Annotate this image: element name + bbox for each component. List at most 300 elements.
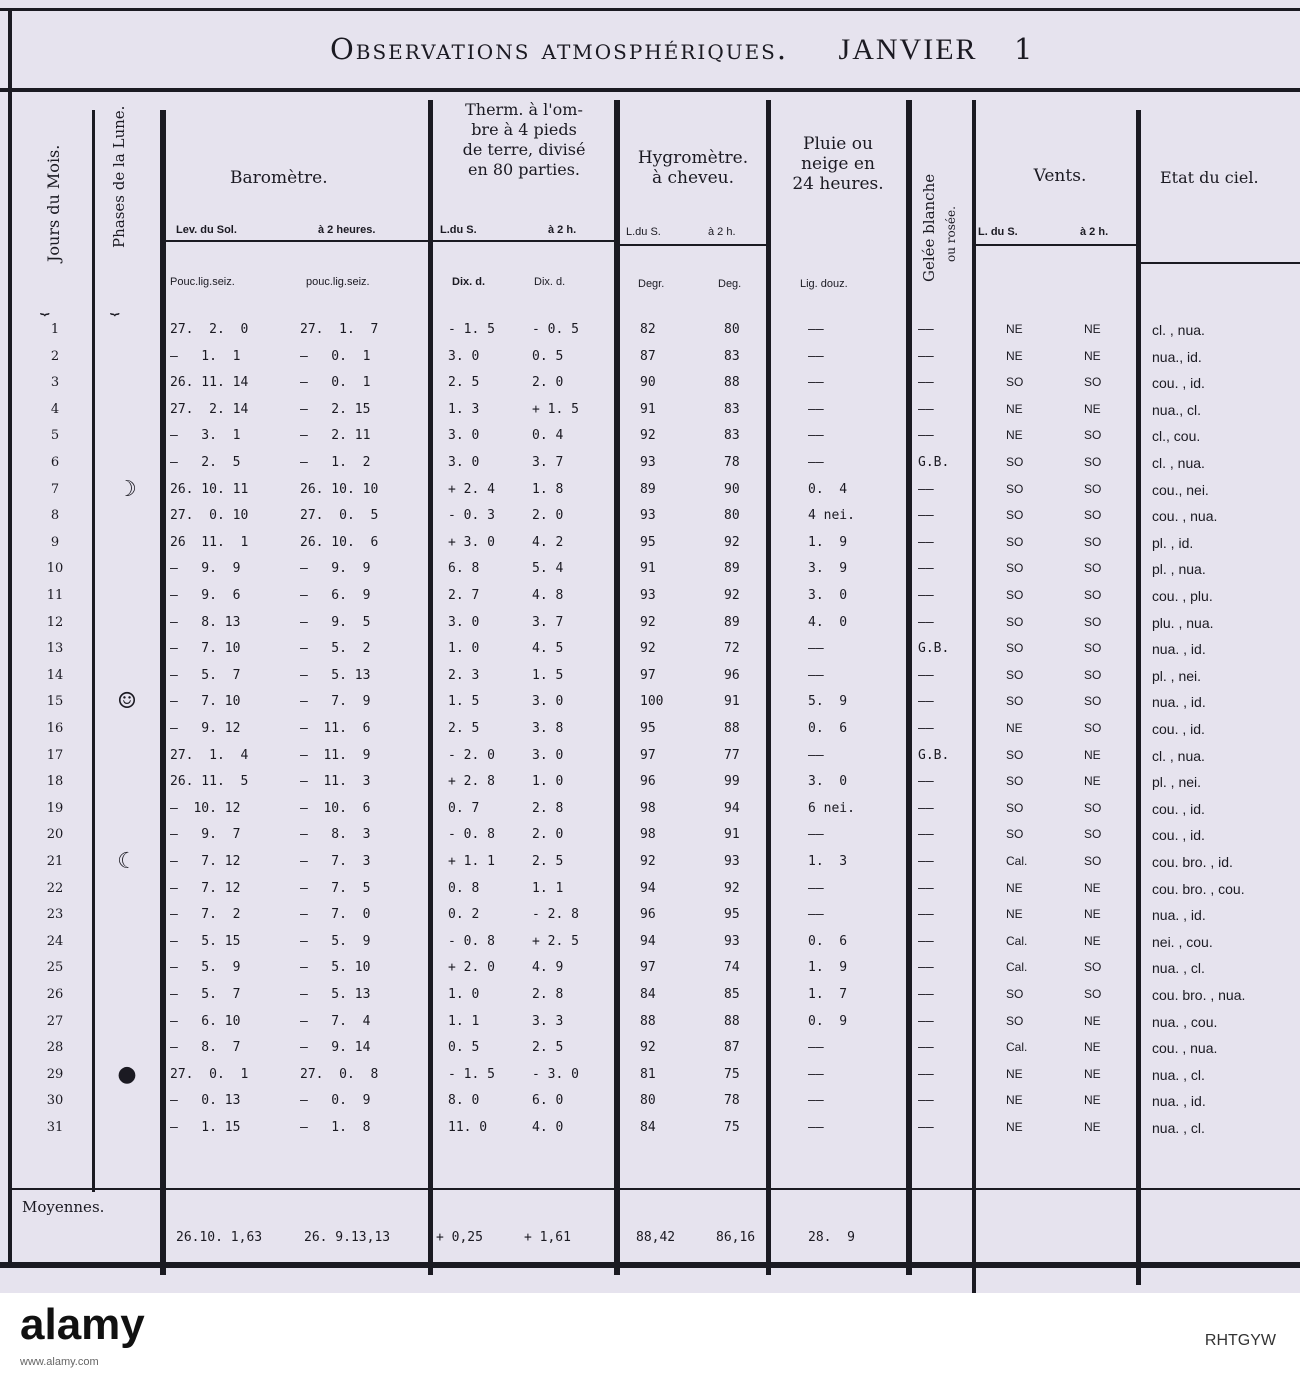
cell-e: cl. , nua. (1152, 747, 1205, 764)
cell-e: cou. , nua. (1152, 508, 1218, 525)
cell-b2: — 1. 2 (300, 455, 371, 470)
therm-sub-2h: à 2 h. (548, 224, 577, 236)
cell-h2: 78 (724, 1093, 740, 1109)
cell-h2: 88 (724, 375, 740, 391)
moyennes-therm-2h: + 1,61 (524, 1230, 571, 1245)
cell-b2: — 5. 10 (300, 960, 371, 976)
cell-b2: 27. 0. 5 (300, 508, 379, 524)
cell-t2: 4. 5 (532, 641, 564, 657)
cell-d: 5 (50, 428, 60, 444)
cell-d: 9 (50, 534, 60, 550)
cell-t1: 2. 3 (448, 667, 480, 683)
cell-w1: SO (1006, 774, 1024, 789)
cell-g: —— (918, 960, 934, 976)
cell-e: cou. bro. , nua. (1152, 987, 1246, 1003)
cell-w2: NE (1084, 774, 1101, 789)
cell-w1: NE (1006, 428, 1023, 443)
cell-h1: 84 (640, 1120, 656, 1135)
cell-b1: — 10. 12 (170, 800, 241, 816)
cell-b1: — 7. 12 (170, 854, 241, 869)
cell-h1: 82 (640, 322, 656, 337)
cell-d: 28 (46, 1040, 64, 1056)
cell-w1: SO (1006, 508, 1024, 523)
col-header-gelee: Gelée blanche (920, 173, 938, 282)
cell-t2: 3. 0 (532, 694, 564, 710)
cell-e: cou. , id. (1152, 721, 1205, 737)
pluie-unit: Lig. douz. (800, 278, 848, 290)
cell-h1: 97 (640, 747, 656, 763)
col-rule-4 (614, 100, 620, 1275)
cell-d: 4 (50, 401, 60, 417)
cell-h1: 92 (640, 614, 656, 630)
cell-p: —— (808, 322, 824, 337)
cell-t1: 0. 5 (448, 1040, 480, 1056)
cell-w1: SO (1006, 747, 1024, 762)
cell-t2: 1. 0 (532, 774, 564, 790)
cell-h2: 89 (724, 561, 740, 577)
cell-g: —— (918, 1066, 934, 1082)
cell-w1: NE (1006, 907, 1023, 922)
cell-g: —— (918, 1093, 934, 1109)
cell-p: —— (808, 907, 824, 923)
watermark-band (0, 1293, 1300, 1381)
cell-w1: SO (1006, 455, 1024, 469)
cell-d: 30 (46, 1093, 64, 1109)
vents-sub-lds: L. du S. (978, 226, 1018, 238)
cell-b1: — 1. 1 (170, 348, 241, 364)
cell-p: —— (808, 1066, 824, 1082)
col-rule-5 (766, 100, 771, 1275)
cell-w2: NE (1084, 1093, 1101, 1108)
cell-h1: 97 (640, 667, 656, 683)
cell-w1: NE (1006, 348, 1023, 363)
cell-b1: 27. 2. 14 (170, 401, 249, 417)
cell-b1: 26. 10. 11 (170, 481, 249, 497)
cell-g: —— (918, 933, 934, 949)
cell-d: 26 (46, 987, 64, 1002)
cell-t1: + 2. 8 (448, 774, 495, 790)
cell-g: —— (918, 561, 934, 577)
cell-b1: — 8. 7 (170, 1040, 241, 1056)
cell-d: 11 (46, 588, 64, 603)
therm-unit-1: Dix. d. (452, 276, 486, 288)
cell-t1: 3. 0 (448, 348, 480, 364)
col-rule-8 (1136, 110, 1141, 1285)
cell-h2: 92 (724, 588, 740, 603)
cell-b1: 27. 2. 0 (170, 322, 249, 337)
cell-b2: — 1. 8 (300, 1120, 371, 1135)
cell-p: 3. 0 (808, 774, 848, 790)
cell-b1: — 7. 12 (170, 880, 241, 896)
cell-b2: — 5. 13 (300, 667, 371, 683)
cell-t1: - 0. 3 (448, 508, 495, 524)
cell-h2: 88 (724, 721, 740, 736)
cell-b1: — 7. 10 (170, 641, 241, 657)
cell-t1: + 1. 1 (448, 854, 495, 869)
cell-p: —— (808, 1120, 824, 1135)
cell-d: 21 (46, 854, 64, 869)
cell-h2: 92 (724, 880, 740, 896)
cell-t1: 3. 0 (448, 455, 480, 470)
cell-b2: — 0. 9 (300, 1093, 371, 1109)
cell-e: nei. , cou. (1152, 933, 1213, 950)
cell-h2: 72 (724, 641, 740, 657)
cell-t2: 1. 8 (532, 481, 564, 497)
cell-p: 3. 0 (808, 588, 848, 603)
cell-w2: SO (1084, 455, 1102, 469)
cell-e: nua. , cl. (1152, 1066, 1205, 1083)
cell-b1: 26. 11. 5 (170, 774, 249, 790)
cell-e: nua. , id. (1152, 907, 1206, 924)
cell-g: —— (918, 1120, 934, 1135)
cell-b2: — 0. 1 (300, 348, 371, 364)
cell-h2: 99 (724, 774, 740, 790)
cell-p: 1. 3 (808, 854, 848, 869)
col-rule-6 (906, 100, 912, 1275)
cell-h2: 83 (724, 401, 740, 417)
cell-w2: SO (1084, 721, 1102, 735)
hygro-sub-lds: L.du S. (626, 226, 661, 238)
cell-g: —— (918, 428, 934, 444)
cell-w2: NE (1084, 1066, 1101, 1081)
cell-h1: 94 (640, 880, 656, 896)
cell-d: 16 (46, 721, 64, 736)
cell-b2: — 7. 4 (300, 1013, 371, 1029)
cell-d: 19 (46, 800, 64, 816)
cell-b2: — 9. 9 (300, 561, 371, 577)
cell-w2: NE (1084, 880, 1101, 895)
cell-h2: 95 (724, 907, 740, 923)
cell-b2: — 2. 11 (300, 428, 371, 444)
cell-b2: — 8. 3 (300, 827, 371, 843)
cell-w1: NE (1006, 322, 1023, 336)
cell-p: 0. 9 (808, 1013, 848, 1029)
cell-h2: 77 (724, 747, 740, 763)
cell-h2: 93 (724, 933, 740, 949)
cell-h1: 90 (640, 375, 656, 391)
cell-w1: SO (1006, 588, 1024, 602)
cell-d: 12 (46, 614, 64, 630)
cell-d: 31 (46, 1120, 64, 1135)
cell-b2: — 7. 3 (300, 854, 371, 869)
cell-w1: SO (1006, 534, 1024, 549)
cell-t2: 2. 5 (532, 1040, 564, 1056)
cell-h2: 83 (724, 428, 740, 444)
cell-g: —— (918, 588, 934, 603)
cell-h2: 85 (724, 987, 740, 1002)
cell-b1: 27. 1. 4 (170, 747, 249, 763)
cell-t2: 6. 0 (532, 1093, 564, 1109)
cell-p: —— (808, 667, 824, 683)
cell-h1: 95 (640, 721, 656, 736)
moon-phase-icon: ● (117, 1061, 137, 1087)
cell-h2: 78 (724, 455, 740, 470)
cell-b1: — 6. 10 (170, 1013, 241, 1029)
cell-t1: - 2. 0 (448, 747, 495, 763)
cell-b1: — 5. 9 (170, 960, 241, 976)
cell-t1: 3. 0 (448, 614, 480, 630)
cell-e: cou. , plu. (1152, 588, 1213, 604)
cell-b2: — 7. 9 (300, 694, 371, 710)
cell-b1: — 5. 7 (170, 987, 241, 1002)
cell-h2: 91 (724, 694, 740, 710)
cell-w2: NE (1084, 747, 1101, 762)
cell-b2: — 5. 9 (300, 933, 371, 949)
top-rule (0, 8, 1300, 11)
moyennes-label: Moyennes. (22, 1198, 105, 1216)
cell-h2: 89 (724, 614, 740, 630)
cell-d: 10 (46, 561, 64, 577)
cell-t2: 5. 4 (532, 561, 564, 577)
cell-d: 3 (50, 375, 60, 391)
cell-p: 5. 9 (808, 694, 848, 710)
cell-h2: 87 (724, 1040, 740, 1056)
cell-h1: 88 (640, 1013, 656, 1029)
cell-d: 29 (46, 1066, 64, 1082)
cell-t1: 11. 0 (448, 1120, 488, 1135)
cell-w2: NE (1084, 907, 1101, 922)
cell-t1: 0. 8 (448, 880, 480, 896)
cell-h1: 98 (640, 800, 656, 816)
cell-b1: — 1. 15 (170, 1120, 241, 1135)
cell-t1: + 2. 4 (448, 481, 495, 497)
cell-h2: 75 (724, 1120, 740, 1135)
cell-g: —— (918, 401, 934, 417)
cell-d: 6 (50, 455, 60, 470)
cell-g: —— (918, 880, 934, 896)
cell-w1: Cal. (1006, 1040, 1028, 1055)
cell-e: plu. , nua. (1152, 614, 1214, 631)
cell-d: 27 (46, 1013, 64, 1029)
cell-b2: — 9. 5 (300, 614, 371, 630)
left-border (8, 8, 12, 1268)
cell-d: 17 (46, 747, 64, 763)
cell-e: cou. bro. , id. (1152, 854, 1233, 870)
cell-w2: SO (1084, 694, 1102, 709)
hygro-sub-rule (620, 244, 766, 246)
cell-b2: 26. 10. 6 (300, 534, 379, 550)
cell-p: 0. 6 (808, 933, 848, 949)
cell-b1: — 9. 9 (170, 561, 241, 577)
cell-e: cl., cou. (1152, 428, 1201, 445)
cell-b2: — 11. 6 (300, 721, 371, 736)
cell-p: —— (808, 428, 824, 444)
cell-p: 3. 9 (808, 561, 848, 577)
cell-t1: 6. 8 (448, 561, 480, 577)
cell-w2: SO (1084, 614, 1102, 629)
cell-e: pl. , nei. (1152, 774, 1202, 791)
cell-t2: 3. 7 (532, 614, 564, 630)
cell-h1: 91 (640, 561, 656, 577)
cell-h1: 92 (640, 1040, 656, 1056)
cell-d: 2 (50, 348, 60, 364)
cell-d: 25 (46, 960, 64, 976)
baro-sub-rule (166, 240, 428, 242)
cell-b2: — 10. 6 (300, 800, 371, 816)
cell-t1: 1. 0 (448, 641, 480, 657)
col-header-barometre: Baromètre. (230, 168, 328, 188)
cell-t1: - 1. 5 (448, 322, 495, 337)
cell-w1: SO (1006, 614, 1024, 629)
therm-sub-rule (433, 240, 614, 242)
cell-w2: NE (1084, 322, 1101, 336)
hygro-unit-2: Deg. (718, 278, 742, 290)
cell-w1: NE (1006, 401, 1023, 416)
cell-e: pl. , id. (1152, 534, 1194, 551)
baro-unit-2h: pouc.lig.seiz. (306, 276, 370, 288)
cell-h1: 93 (640, 588, 656, 603)
cell-b2: — 5. 13 (300, 987, 371, 1002)
cell-t2: + 2. 5 (532, 933, 579, 949)
cell-g: —— (918, 854, 934, 869)
col-rule-2 (160, 110, 166, 1275)
cell-g: —— (918, 1013, 934, 1029)
cell-g: G.B. (918, 747, 950, 763)
cell-t2: 0. 5 (532, 348, 564, 364)
cell-e: cou. , id. (1152, 375, 1205, 392)
cell-b1: — 5. 15 (170, 933, 241, 949)
cell-t2: 2. 0 (532, 375, 564, 391)
cell-b2: — 9. 14 (300, 1040, 371, 1056)
cell-h1: 84 (640, 987, 656, 1002)
cell-p: 4 nei. (808, 508, 855, 524)
cell-g: —— (918, 800, 934, 816)
cell-d: 8 (50, 508, 60, 524)
cell-w1: SO (1006, 827, 1024, 842)
cell-t2: 2. 8 (532, 987, 564, 1002)
cell-b1: — 7. 10 (170, 694, 241, 710)
cell-h1: 93 (640, 455, 656, 470)
cell-w2: NE (1084, 348, 1101, 363)
cell-g: —— (918, 667, 934, 683)
cell-t2: 1. 1 (532, 880, 564, 896)
cell-e: nua. , cl. (1152, 960, 1205, 977)
moon-phase-icon: ☾ (117, 849, 137, 874)
col-header-pluie: Pluie ou neige en 24 heures. (792, 134, 884, 194)
cell-p: —— (808, 827, 824, 843)
bottom-rule (0, 1262, 1300, 1268)
moyennes-rule (12, 1188, 1300, 1190)
cell-b1: 27. 0. 1 (170, 1066, 249, 1082)
cell-p: —— (808, 348, 824, 364)
cell-h1: 94 (640, 933, 656, 949)
cell-t1: - 0. 8 (448, 827, 495, 843)
cell-w2: SO (1084, 667, 1102, 682)
cell-e: cou. bro. , cou. (1152, 880, 1245, 897)
cell-p: 0. 4 (808, 481, 848, 497)
cell-d: 15 (46, 694, 64, 710)
col-header-hygro: Hygromètre. à cheveu. (637, 148, 749, 188)
cell-t2: + 1. 5 (532, 401, 579, 417)
cell-h2: 96 (724, 667, 740, 683)
cell-g: —— (918, 827, 934, 843)
cell-d: 18 (46, 774, 64, 790)
cell-b1: — 7. 2 (170, 907, 241, 923)
cell-h1: 92 (640, 641, 656, 657)
cell-p: —— (808, 747, 824, 763)
col-header-jours: Jours du Mois. (44, 144, 63, 262)
baro-sub-2h: à 2 heures. (318, 224, 376, 236)
cell-b1: — 9. 6 (170, 588, 241, 603)
cell-w2: SO (1084, 800, 1102, 815)
cell-t1: 0. 2 (448, 907, 480, 923)
cell-w1: SO (1006, 1013, 1024, 1028)
cell-w2: NE (1084, 1120, 1101, 1134)
cell-b1: 26. 11. 14 (170, 375, 249, 391)
cell-p: 4. 0 (808, 614, 848, 630)
cell-h2: 80 (724, 322, 740, 337)
cell-b1: — 5. 7 (170, 667, 241, 683)
cell-w1: NE (1006, 880, 1023, 895)
cell-g: —— (918, 348, 934, 364)
cell-e: pl. , nua. (1152, 561, 1206, 578)
page-title: Observations atmosphériques. JANVIER 1 (330, 32, 1035, 66)
cell-p: —— (808, 641, 824, 657)
watermark-url: www.alamy.com (20, 1356, 99, 1368)
cell-w1: SO (1006, 694, 1024, 709)
cell-b1: 27. 0. 10 (170, 508, 249, 524)
cell-b2: 26. 10. 10 (300, 481, 379, 497)
cell-t1: 1. 3 (448, 401, 480, 417)
cell-w2: SO (1084, 641, 1102, 656)
cell-h2: 83 (724, 348, 740, 364)
cell-h1: 91 (640, 401, 656, 417)
therm-sub-lds: L.du S. (440, 224, 477, 236)
col-rule-1 (92, 110, 95, 1192)
cell-g: —— (918, 987, 934, 1002)
cell-w1: SO (1006, 987, 1024, 1001)
cell-t1: 8. 0 (448, 1093, 480, 1109)
cell-h1: 89 (640, 481, 656, 497)
cell-b1: — 0. 13 (170, 1093, 241, 1109)
cell-b2: — 7. 5 (300, 880, 371, 896)
cell-p: 1. 7 (808, 987, 848, 1002)
cell-w1: SO (1006, 800, 1024, 815)
col-header-therm: Therm. à l'om- bre à 4 pieds de terre, divisé en 80 parties. (462, 100, 586, 179)
cell-d: 24 (46, 933, 64, 949)
cell-t1: + 3. 0 (448, 534, 495, 550)
col-header-vents: Vents. (1033, 166, 1087, 186)
cell-b2: — 5. 2 (300, 641, 371, 657)
cell-h1: 93 (640, 508, 656, 524)
cell-e: nua. , cl. (1152, 1120, 1205, 1136)
cell-h2: 91 (724, 827, 740, 843)
cell-g: —— (918, 614, 934, 630)
cell-w1: SO (1006, 641, 1024, 656)
cell-d: 1 (50, 322, 60, 337)
cell-b2: 27. 0. 8 (300, 1066, 379, 1082)
cell-h1: 97 (640, 960, 656, 976)
col-header-etat: Etat du ciel. (1160, 168, 1259, 187)
cell-h2: 88 (724, 1013, 740, 1029)
cell-h2: 74 (724, 960, 740, 976)
etat-rule (1141, 262, 1300, 264)
cell-b1: — 9. 12 (170, 721, 241, 736)
cell-p: 0. 6 (808, 721, 848, 736)
cell-e: cou. , id. (1152, 827, 1205, 844)
cell-g: G.B. (918, 455, 950, 470)
cell-e: nua., id. (1152, 348, 1202, 365)
cell-w2: SO (1084, 375, 1102, 390)
cell-g: —— (918, 375, 934, 391)
cell-b1: — 8. 13 (170, 614, 241, 630)
cell-e: nua. , cou. (1152, 1013, 1218, 1030)
cell-h1: 87 (640, 348, 656, 364)
cell-h2: 93 (724, 854, 740, 869)
cell-w2: SO (1084, 987, 1102, 1001)
cell-h1: 80 (640, 1093, 656, 1109)
cell-t2: 2. 5 (532, 854, 564, 869)
